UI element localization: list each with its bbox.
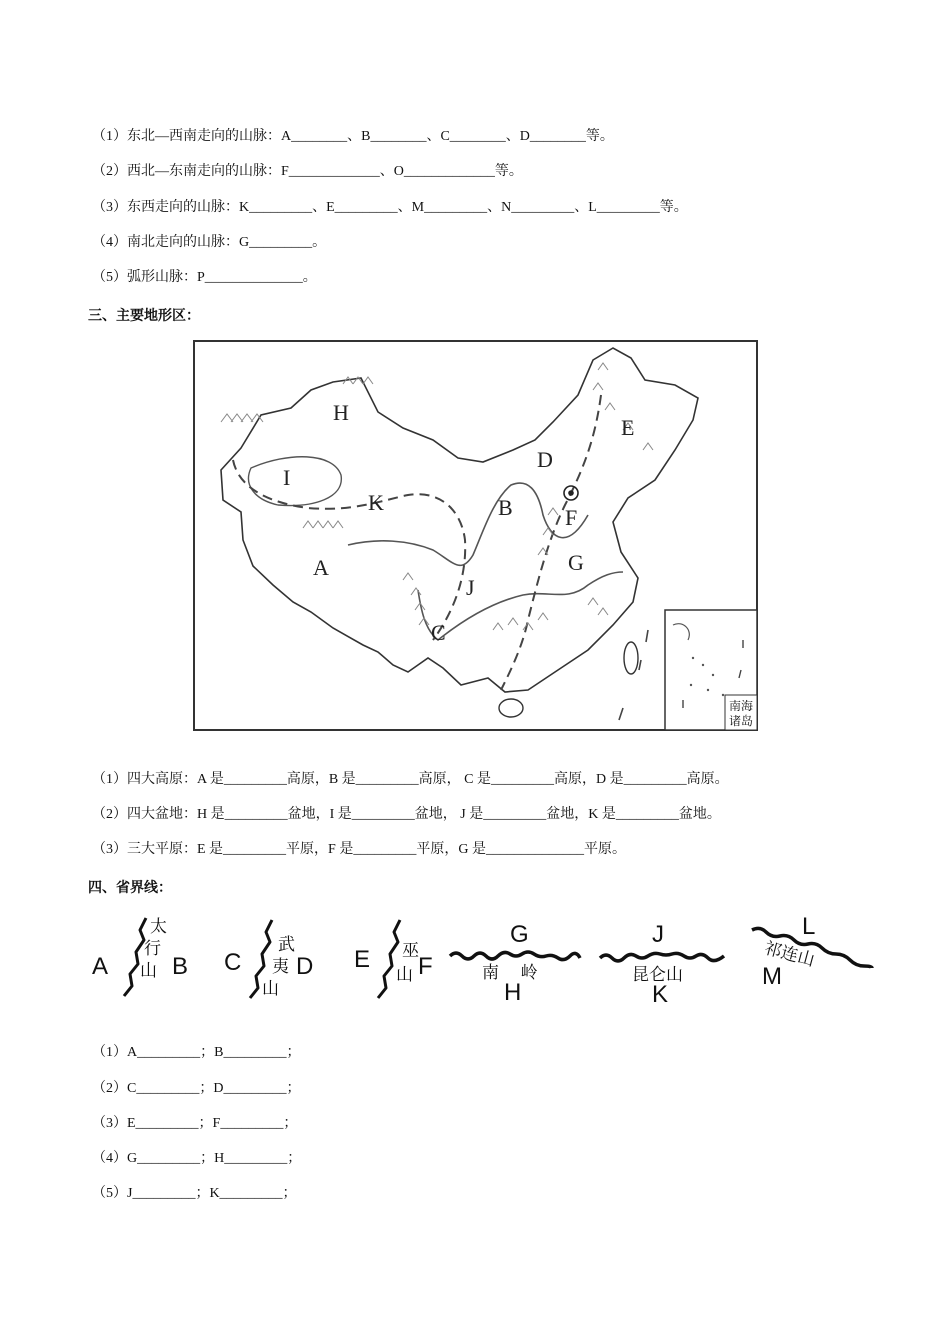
region-label-b: B (498, 495, 513, 520)
diagram-1-right: B (172, 953, 189, 980)
region-label-d: D (537, 447, 553, 472)
region-label-e: E (621, 415, 635, 440)
boundary-diagram-5 (598, 912, 728, 1002)
diagram-1-char-3: 山 (140, 961, 157, 981)
region-label-f: F (565, 505, 578, 530)
boundary-question-1: （1）A_________；B_________； (92, 1045, 301, 1060)
region-label-a: A (313, 555, 329, 580)
diagram-4-top: G (510, 921, 529, 948)
diagram-3-char-1: 巫 (402, 941, 419, 961)
boundary-diagram-2 (222, 912, 322, 1002)
boundary-question-2: （2）C_________；D_________； (92, 1081, 301, 1096)
section-4-heading: 四、省界线： (88, 880, 172, 896)
diagram-2-right: D (296, 953, 314, 980)
diagram-2-left: C (224, 949, 242, 976)
region-label-j: J (466, 575, 475, 600)
mountain-question-4: （4）南北走向的山脉：G_________。 (92, 235, 327, 250)
inset-label-line-1: 南海 (729, 699, 754, 713)
diagram-2-char-3: 山 (262, 979, 279, 999)
diagram-5-mountain: 昆仑山 (632, 965, 683, 985)
diagram-3-char-2: 山 (396, 965, 413, 985)
inset-label-line-2: 诸岛 (729, 714, 754, 728)
diagram-4-bottom: H (504, 979, 522, 1002)
diagram-2-char-1: 武 (278, 935, 295, 955)
region-label-k: K (368, 490, 384, 515)
region-label-i: I (283, 465, 291, 490)
diagram-1-char-2: 行 (144, 939, 161, 959)
boundary-diagram-4 (448, 912, 583, 1002)
region-label-g: G (568, 550, 584, 575)
boundary-diagram-1 (88, 912, 203, 1002)
diagram-4-mountain: 南 岭 (482, 963, 538, 983)
terrain-question-2: （2）四大盆地：H 是_________盆地，I 是_________盆地， J 是_________盆地，K 是_________盆地。 (92, 807, 721, 822)
diagram-3-right: F (418, 953, 433, 980)
mountain-question-5: （5）弧形山脉：P______________。 (92, 270, 317, 285)
diagram-5-top: J (652, 921, 664, 948)
diagram-5-bottom: K (652, 981, 669, 1002)
boundary-question-3: （3）E_________；F_________； (92, 1116, 298, 1131)
section-3-heading: 三、主要地形区： (88, 308, 200, 324)
diagram-6-bottom: M (762, 963, 782, 990)
diagram-2-char-2: 夷 (272, 957, 289, 977)
diagram-6-mountain: 祁连山 (762, 938, 817, 971)
boundary-diagram-3 (352, 912, 442, 1002)
diagram-1-char-1: 太 (150, 917, 167, 937)
diagram-1-left: A (92, 953, 109, 980)
terrain-question-3: （3）三大平原：E 是_________平原，F 是_________平原，G 是______________平原。 (92, 842, 626, 857)
mountain-question-2: （2）西北—东南走向的山脉：F_____________、O_____________等。 (92, 164, 523, 179)
diagram-6-top: L (802, 913, 816, 940)
region-label-c: C (431, 620, 446, 645)
china-terrain-map (193, 340, 759, 732)
region-label-h: H (333, 400, 349, 425)
boundary-question-5: （5）J_________；K_________； (92, 1186, 297, 1201)
mountain-question-1: （1）东北—西南走向的山脉：A________、B________、C________、D________等。 (92, 129, 614, 144)
mountain-question-3: （3）东西走向的山脉：K_________、E_________、M_________、N_________、L_________等。 (92, 200, 688, 215)
diagram-3-left: E (354, 946, 371, 973)
boundary-question-4: （4）G_________；H_________； (92, 1151, 302, 1166)
terrain-question-1: （1）四大高原：A 是_________高原，B 是_________高原， C 是_________高原，D 是_________高原。 (92, 772, 729, 787)
boundary-diagram-6 (750, 912, 875, 1002)
